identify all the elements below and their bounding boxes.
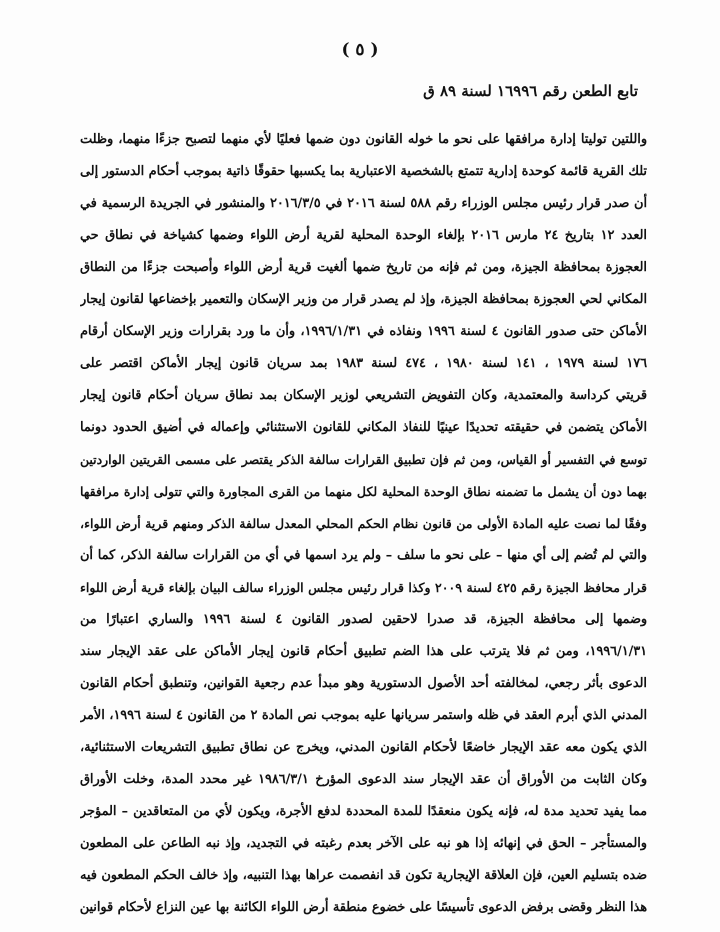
text-line: توسع في التفسير أو القياس، ومن ثم فإن تطبيق القرارات سالفة الذكر يقتصر على مسمى القريتين الواردتين (80, 452, 647, 467)
text-line: مما يفيد تحديد مدة له، فإنه يكون منعقدًا للمدة المحددة لدفع الأجرة، ويكون لأي من المتعاقدين – المؤجر (80, 804, 647, 819)
text-line: بهما دون أن يشمل ما تضمنه نطاق الوحدة المحلية لكل منهما من القرى المجاورة والتي تتولى إدارة مرافقها (80, 484, 647, 499)
text-line: العجوزة بمحافظة الجيزة، ومن ثم فإنه من تاريخ ضمها ألغيت قرية أرض اللواء وأصبحت جزءًا من النطاق (80, 260, 647, 275)
text-line: والمستأجر – الحق في إنهائه إذا هو نبه على الآخر بعدم رغبته في التجديد، وإذ نبه الطاعن على المطعون (80, 836, 647, 851)
text-line: واللتين توليتا إدارة مرافقها على نحو ما خوله القانون دون ضمها فعليًا لأي منهما لتصبح جزءًا منهما، وظلت (80, 132, 647, 147)
text-line: وفقًا لما نصت عليه المادة الأولى من قانون نظام الحكم المحلي المعدل سالفة الذكر ومنهم قرية أرض اللواء، (80, 516, 647, 531)
body-text (80, 124, 647, 924)
text-line: المكاني لحي العجوزة بمحافظة الجيزة، وإذ لم يصدر قرار من وزير الإسكان والتعمير بإخضاعها لقانون إيجار (80, 292, 647, 307)
page-number: ( ٥ ) (341, 40, 379, 60)
text-line: أن صدر قرار رئيس مجلس الوزراء رقم ٥٨٨ لسنة ٢٠١٦ في ٢٠١٦/٣/٥ والمنشور في الجريدة الرسمية في (80, 196, 647, 211)
text-line: وضمها إلى محافظة الجيزة، قد صدرا لاحقين لصدور القانون ٤ لسنة ١٩٩٦ والساري اعتبارًا من (80, 612, 647, 627)
text-line: الدعوى بأثر رجعي، لمخالفته أحد الأصول الدستورية وهو مبدأ عدم رجعية القوانين، وتنطبق أحكام القانون (80, 676, 647, 691)
appeal-header: تابع الطعن رقم ١٦٩٩٦ لسنة ٨٩ ق (423, 82, 638, 100)
text-line: وكان الثابت من الأوراق أن عقد الإيجار سند الدعوى المؤرخ ١٩٨٦/٣/١ غير محدد المدة، وخلت الأوراق (80, 772, 647, 787)
text-line: المدني الذي أبرم العقد في ظله واستمر سريانها عليه بموجب نص المادة ٢ من القانون ٤ لسنة ١٩٩٦، الأمر (80, 708, 647, 723)
text-line: ١٩٩٦/١/٣١، ومن ثم فلا يترتب على هذا الضم تطبيق أحكام قانون إيجار الأماكن على عقد الإيجار سند (80, 644, 647, 659)
text-line: قريتي كرداسة والمعتمدية، وكان التفويض التشريعي لوزير الإسكان بمد نطاق سريان أحكام قانون إيجار (80, 388, 647, 403)
text-line: تلك القرية قائمة كوحدة إدارية تتمتع بالشخصية الاعتبارية بما يكسبها حقوقًا ذاتية بموجب أحكام الدستور إلى (80, 164, 647, 179)
text-line: ضده بتسليم العين، فإن العلاقة الإيجارية تكون قد انفصمت عراها بهذا التنبيه، وإذ خالف الحكم المطعون فيه (80, 868, 647, 883)
text-line: ١٧٦ لسنة ١٩٧٩ ، ١٤١ لسنة ١٩٨٠ ، ٤٧٤ لسنة ١٩٨٣ بمد سريان قانون إيجار الأماكن اقتصر على (80, 356, 647, 371)
text-line: هذا النظر وقضى برفض الدعوى تأسيسًا على خضوع منطقة أرض اللواء الكائنة بها عين النزاع لأحكام قوانين (80, 900, 647, 915)
text-line: الأماكن حتى صدور القانون ٤ لسنة ١٩٩٦ ونفاذه في ١٩٩٦/١/٣١، وأن ما ورد بقرارات وزير الإسكان أرقام (80, 324, 647, 339)
text-line: العدد ١٢ بتاريخ ٢٤ مارس ٢٠١٦ بإلغاء الوحدة المحلية لقرية أرض اللواء وضمها كشياخة في نطاق حي (80, 228, 647, 243)
text-line: والتي لم تُضم إلى أي منها – على نحو ما سلف – ولم يرد اسمها في أي من القرارات سالفة الذكر، كما أن (80, 548, 647, 563)
text-line: الذي يكون معه عقد الإيجار خاضعًا لأحكام القانون المدني، ويخرج عن نطاق تطبيق التشريعات الاستثنائية، (80, 740, 647, 755)
text-line: الأماكن يتضمن في حقيقته تحديدًا عينيًا للنفاذ المكاني للقانون الاستثنائي وإعماله في أضيق الحدود دونما (80, 420, 647, 435)
text-line: قرار محافظ الجيزة رقم ٤٢٥ لسنة ٢٠٠٩ وكذا قرار رئيس مجلس الوزراء سالف البيان بإلغاء قرية أرض اللواء (80, 580, 647, 595)
